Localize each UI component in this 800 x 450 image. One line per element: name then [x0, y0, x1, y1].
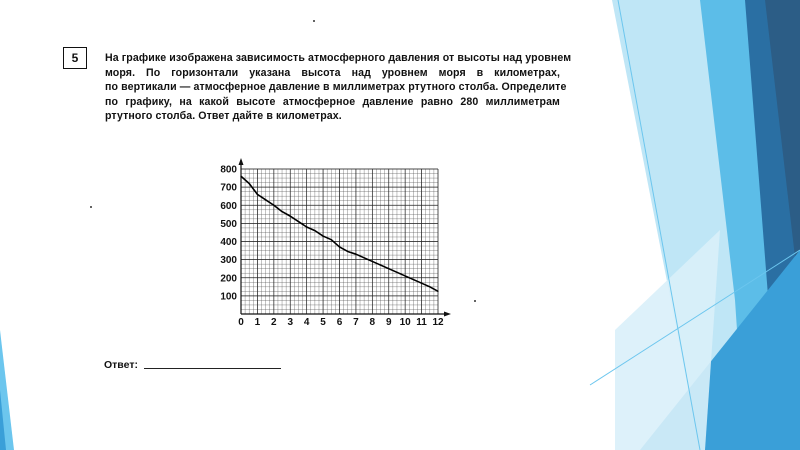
task-line: моря. По горизонтали указана высота над уровнем моря в километрах,: [105, 66, 560, 79]
task-line: по графику, на какой высоте атмосферное давление равно 280 миллиметрам: [105, 95, 560, 108]
x-tick-label: 3: [287, 317, 294, 328]
data-point: [380, 264, 381, 265]
data-point: [388, 268, 389, 269]
data-point: [331, 239, 332, 240]
y-tick-label: 200: [220, 273, 237, 285]
deco-left-sliver-2: [0, 390, 6, 450]
x-tick-label: 12: [432, 317, 444, 328]
deco-left-sliver: [0, 330, 14, 450]
task-line: ртутного столба. Ответ дайте в километрах.: [105, 110, 342, 123]
deco-dark-band: [745, 0, 800, 450]
deco-light-wedge: [612, 0, 800, 450]
x-tick-label: 7: [353, 317, 359, 328]
data-point: [306, 226, 307, 227]
data-point: [265, 199, 266, 200]
data-point: [355, 254, 356, 255]
pressure-altitude-chart: [210, 157, 455, 332]
stray-dot: [474, 300, 476, 302]
task-line: На графике изображена зависимость атмосферного давления от высоты над уровнем: [105, 52, 572, 64]
data-point: [322, 235, 323, 236]
stray-dot: [90, 206, 92, 208]
task-statement: [105, 51, 572, 124]
deco-line-b: [590, 250, 800, 385]
y-tick-label: 600: [220, 200, 237, 212]
x-tick-label: 9: [385, 317, 392, 328]
data-point: [347, 251, 348, 252]
data-point: [314, 230, 315, 231]
data-point: [339, 246, 340, 247]
task-number-box: 5: [63, 47, 87, 69]
data-point: [249, 183, 250, 184]
data-point: [429, 286, 430, 287]
y-axis-arrow: [239, 158, 244, 165]
x-tick-label: 4: [303, 317, 310, 328]
data-point: [273, 205, 274, 206]
x-tick-label: 2: [271, 317, 277, 328]
x-tick-label: 0: [238, 317, 244, 328]
chart-axes: [239, 158, 452, 317]
grid-major: [241, 169, 438, 314]
x-tick-label: 1: [254, 317, 261, 328]
data-point: [240, 176, 241, 177]
y-tick-label: 500: [220, 218, 237, 230]
data-point: [372, 261, 373, 262]
y-tick-label: 700: [220, 182, 237, 194]
data-point: [413, 279, 414, 280]
deco-navy-band: [765, 0, 800, 300]
deco-mid-wedge: [700, 0, 800, 450]
deco-blue-triangle: [640, 250, 800, 450]
x-tick-label: 10: [399, 317, 411, 328]
data-point: [421, 283, 422, 284]
y-tick-label: 300: [220, 255, 237, 267]
stray-dot: [313, 20, 315, 22]
y-tick-label: 100: [220, 291, 237, 303]
y-tick-labels: [220, 165, 237, 303]
data-point: [437, 291, 438, 292]
data-point: [396, 272, 397, 273]
deco-pale-triangle: [615, 230, 720, 450]
x-tick-label: 5: [320, 317, 326, 328]
x-tick-label: 8: [369, 317, 376, 328]
data-point: [290, 216, 291, 217]
data-point: [298, 221, 299, 222]
x-tick-label: 11: [416, 317, 427, 328]
data-point: [405, 275, 406, 276]
y-tick-label: 400: [220, 237, 237, 248]
deco-line-a: [618, 0, 700, 450]
x-tick-labels: [238, 317, 444, 328]
data-point: [364, 257, 365, 258]
task-line: по вертикали — атмосферное давление в миллиметрах ртутного столба. Определите: [105, 81, 567, 94]
data-point: [257, 194, 258, 195]
answer-input-line[interactable]: [144, 368, 281, 369]
x-tick-label: 6: [336, 317, 343, 328]
y-tick-label: 800: [220, 164, 237, 176]
answer-label: Ответ:: [104, 359, 138, 371]
data-point: [281, 211, 282, 212]
x-axis-arrow: [444, 312, 451, 317]
